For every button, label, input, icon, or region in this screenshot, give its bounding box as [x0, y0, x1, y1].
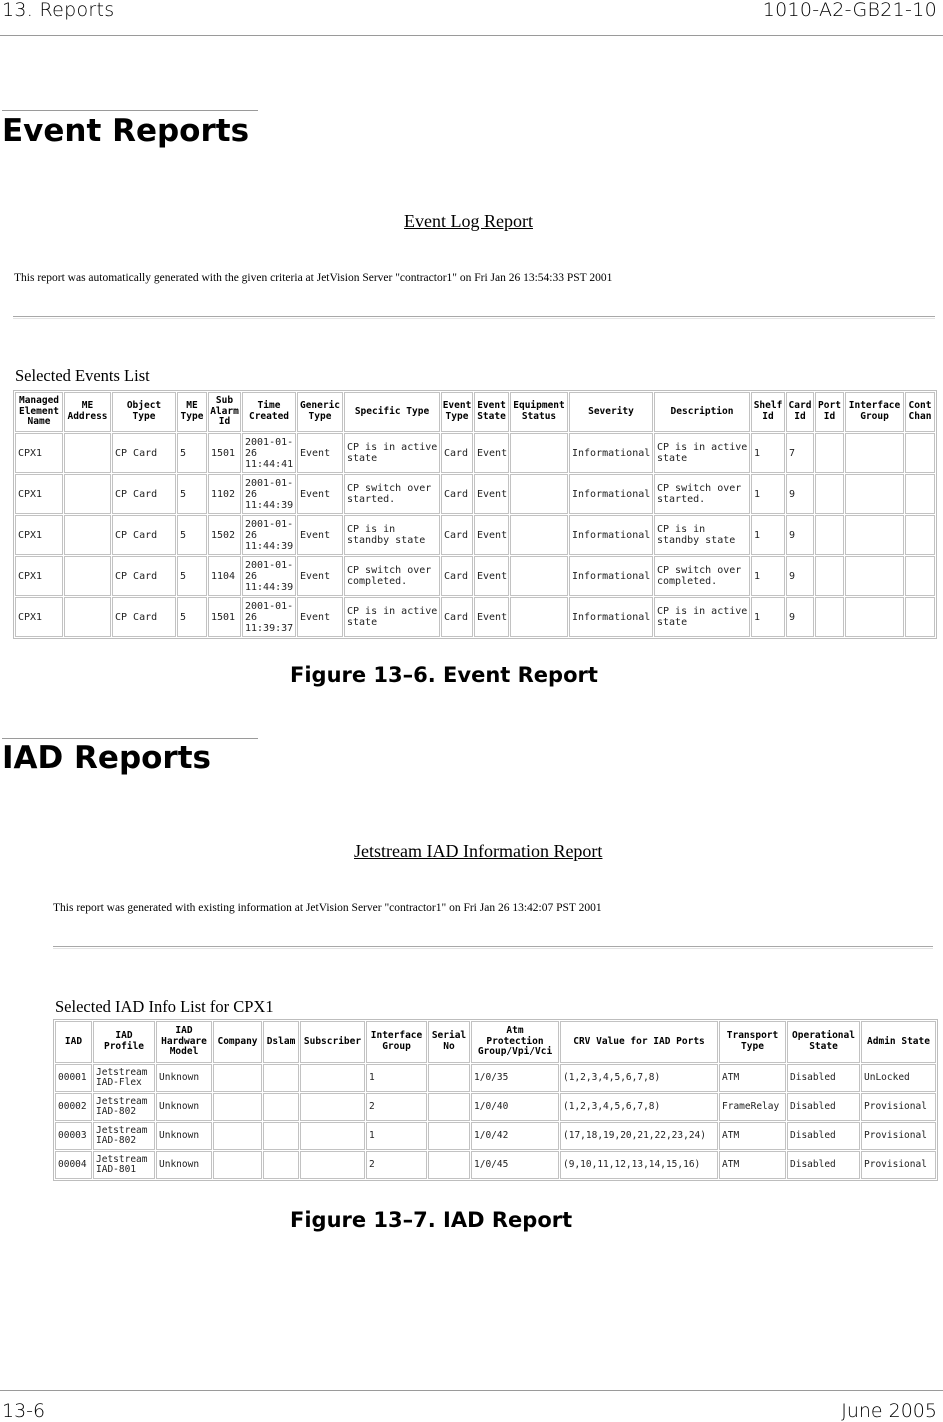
table-cell	[213, 1151, 262, 1179]
iad-report-note: This report was generated with existing information at JetVision Server "contractor1" on Fri Jan 26 13:42:07 PST 2001	[53, 902, 602, 914]
table-cell: Jetstream IAD-802	[93, 1122, 155, 1150]
table-cell: 1	[366, 1064, 427, 1092]
column-header: Severity	[569, 392, 653, 432]
chapter-title: 13. Reports	[2, 0, 115, 21]
table-cell: 1104	[208, 556, 241, 596]
table-cell: CP switch over completed.	[654, 556, 750, 596]
table-cell: 1501	[208, 433, 241, 473]
table-cell	[905, 597, 935, 637]
table-cell	[263, 1122, 299, 1150]
table-cell	[213, 1093, 262, 1121]
table-cell: (1,2,3,4,5,6,7,8)	[560, 1064, 718, 1092]
table-row	[15, 515, 935, 555]
table-cell	[510, 474, 568, 514]
table-cell: Jetstream IAD-Flex	[93, 1064, 155, 1092]
table-cell: Event	[297, 597, 343, 637]
table-cell	[64, 556, 111, 596]
table-cell: CP is in standby state	[654, 515, 750, 555]
table-cell: 2001-01- 26 11:44:39	[242, 474, 296, 514]
table-cell: Unknown	[156, 1064, 212, 1092]
event-section-title: Event Reports	[2, 113, 250, 149]
table-cell	[263, 1151, 299, 1179]
table-cell: 1	[751, 597, 785, 637]
table-cell	[428, 1064, 470, 1092]
event-list-title: Selected Events List	[15, 366, 150, 385]
table-cell: CP Card	[112, 597, 176, 637]
column-header: Transport Type	[719, 1021, 786, 1063]
column-header: Event State	[474, 392, 509, 432]
table-cell: CP Card	[112, 433, 176, 473]
table-cell: Card	[441, 556, 473, 596]
table-cell: 2001-01- 26 11:44:39	[242, 515, 296, 555]
table-cell: CPX1	[15, 515, 63, 555]
table-row	[55, 1151, 936, 1179]
table-cell: Informational	[569, 556, 653, 596]
column-header: Card Id	[786, 392, 814, 432]
table-cell: CP is in active state	[654, 433, 750, 473]
column-header: Time Created	[242, 392, 296, 432]
table-cell: CP is in active state	[344, 597, 440, 637]
table-cell: CP Card	[112, 556, 176, 596]
table-cell	[213, 1064, 262, 1092]
table-cell: 1102	[208, 474, 241, 514]
column-header: Cont Chan	[905, 392, 935, 432]
column-header: Event Type	[441, 392, 473, 432]
table-cell: Unknown	[156, 1122, 212, 1150]
table-cell: Unknown	[156, 1151, 212, 1179]
table-cell	[510, 515, 568, 555]
table-cell: Card	[441, 597, 473, 637]
table-cell: CP switch over started.	[654, 474, 750, 514]
table-cell: Disabled	[787, 1151, 860, 1179]
table-cell	[845, 556, 904, 596]
table-cell	[510, 597, 568, 637]
table-cell: CP Card	[112, 515, 176, 555]
column-header: Managed Element Name	[15, 392, 63, 432]
table-cell: Unknown	[156, 1093, 212, 1121]
table-row	[55, 1093, 936, 1121]
column-header: Description	[654, 392, 750, 432]
table-cell: Informational	[569, 433, 653, 473]
iad-report-divider	[53, 946, 933, 949]
table-cell	[905, 515, 935, 555]
page-number: 13-6	[2, 1400, 46, 1422]
table-cell: ATM	[719, 1064, 786, 1092]
table-cell: Informational	[569, 474, 653, 514]
event-report-title: Event Log Report	[404, 211, 533, 231]
table-cell: 00001	[55, 1064, 92, 1092]
table-cell	[510, 556, 568, 596]
event-figure-caption: Figure 13–6. Event Report	[290, 663, 598, 687]
table-cell: Disabled	[787, 1064, 860, 1092]
table-row	[15, 597, 935, 637]
table-cell: 1/0/40	[471, 1093, 559, 1121]
table-cell: CPX1	[15, 474, 63, 514]
table-cell	[428, 1093, 470, 1121]
event-table	[13, 390, 937, 639]
table-cell: Card	[441, 474, 473, 514]
table-cell: CP switch over completed.	[344, 556, 440, 596]
column-header: Object Type	[112, 392, 176, 432]
table-cell: 1501	[208, 597, 241, 637]
table-cell: Event	[297, 515, 343, 555]
table-cell: Event	[297, 433, 343, 473]
table-cell	[263, 1093, 299, 1121]
table-cell	[300, 1093, 365, 1121]
section-rule	[2, 738, 258, 739]
table-cell	[905, 474, 935, 514]
table-cell	[815, 597, 844, 637]
table-cell: FrameRelay	[719, 1093, 786, 1121]
table-cell: Provisional	[861, 1122, 936, 1150]
table-cell: Event	[474, 433, 509, 473]
table-cell: 00002	[55, 1093, 92, 1121]
table-row	[15, 556, 935, 596]
table-cell	[905, 556, 935, 596]
table-row	[55, 1122, 936, 1150]
table-cell	[300, 1122, 365, 1150]
table-cell: 1	[366, 1122, 427, 1150]
table-cell: (17,18,19,20,21,22,23,24)	[560, 1122, 718, 1150]
table-cell: Event	[297, 556, 343, 596]
table-cell: CP is in active state	[654, 597, 750, 637]
column-header: Atm Protection Group/Vpi/Vci	[471, 1021, 559, 1063]
table-cell: 2001-01- 26 11:39:37	[242, 597, 296, 637]
table-cell	[263, 1064, 299, 1092]
table-cell: 2	[366, 1093, 427, 1121]
section-rule	[2, 110, 258, 111]
table-cell: 5	[177, 597, 207, 637]
table-cell: Event	[474, 515, 509, 555]
table-cell: 1	[751, 433, 785, 473]
table-cell: CP Card	[112, 474, 176, 514]
table-cell: Jetstream IAD-802	[93, 1093, 155, 1121]
table-cell: (1,2,3,4,5,6,7,8)	[560, 1093, 718, 1121]
table-cell: 1/0/45	[471, 1151, 559, 1179]
table-cell: 2001-01- 26 11:44:39	[242, 556, 296, 596]
table-cell	[213, 1122, 262, 1150]
table-cell: Jetstream IAD-801	[93, 1151, 155, 1179]
table-cell: CP is in standby state	[344, 515, 440, 555]
table-cell: Informational	[569, 597, 653, 637]
column-header: Subscriber	[300, 1021, 365, 1063]
iad-section-title: IAD Reports	[2, 740, 211, 776]
column-header: Shelf Id	[751, 392, 785, 432]
table-cell	[815, 515, 844, 555]
table-cell: CPX1	[15, 597, 63, 637]
table-cell: Provisional	[861, 1151, 936, 1179]
table-cell	[64, 597, 111, 637]
column-header: Interface Group	[366, 1021, 427, 1063]
page-footer	[0, 1390, 943, 1422]
table-cell: Provisional	[861, 1093, 936, 1121]
column-header: Sub Alarm Id	[208, 392, 241, 432]
table-cell	[815, 433, 844, 473]
table-cell: 1	[751, 556, 785, 596]
table-cell: Card	[441, 515, 473, 555]
table-cell: Event	[474, 556, 509, 596]
table-cell: Card	[441, 433, 473, 473]
table-cell: Disabled	[787, 1122, 860, 1150]
table-cell	[845, 515, 904, 555]
table-cell: ATM	[719, 1122, 786, 1150]
table-cell: 5	[177, 474, 207, 514]
column-header: IAD Hardware Model	[156, 1021, 212, 1063]
column-header: Interface Group	[845, 392, 904, 432]
column-header: CRV Value for IAD Ports	[560, 1021, 718, 1063]
table-cell: 00004	[55, 1151, 92, 1179]
table-cell: (9,10,11,12,13,14,15,16)	[560, 1151, 718, 1179]
table-cell	[64, 515, 111, 555]
table-row	[15, 474, 935, 514]
table-cell: 5	[177, 515, 207, 555]
table-cell	[815, 474, 844, 514]
iad-report-title: Jetstream IAD Information Report	[354, 841, 603, 861]
table-cell: 7	[786, 433, 814, 473]
table-cell	[845, 597, 904, 637]
column-header: Specific Type	[344, 392, 440, 432]
column-header: Company	[213, 1021, 262, 1063]
table-cell	[428, 1122, 470, 1150]
column-header: Generic Type	[297, 392, 343, 432]
column-header: Equipment Status	[510, 392, 568, 432]
table-cell: 2001-01- 26 11:44:41	[242, 433, 296, 473]
table-cell: 1	[751, 474, 785, 514]
table-row	[55, 1064, 936, 1092]
table-cell	[300, 1064, 365, 1092]
table-cell: 9	[786, 515, 814, 555]
column-header: Dslam	[263, 1021, 299, 1063]
table-cell: Informational	[569, 515, 653, 555]
column-header: ME Address	[64, 392, 111, 432]
table-cell	[300, 1151, 365, 1179]
table-cell: UnLocked	[861, 1064, 936, 1092]
table-cell: 2	[366, 1151, 427, 1179]
table-cell: 9	[786, 556, 814, 596]
table-cell	[845, 474, 904, 514]
column-header: IAD Profile	[93, 1021, 155, 1063]
iad-list-title: Selected IAD Info List for CPX1	[55, 997, 274, 1016]
column-header: Port Id	[815, 392, 844, 432]
table-cell	[510, 433, 568, 473]
table-cell	[815, 556, 844, 596]
table-cell	[428, 1151, 470, 1179]
column-header: Admin State	[861, 1021, 936, 1063]
table-cell	[64, 474, 111, 514]
event-report-note: This report was automatically generated with the given criteria at JetVision Server "contractor1" on Fri Jan 26 13:54:33 PST 2001	[14, 272, 613, 284]
table-cell	[64, 433, 111, 473]
table-cell: 1/0/42	[471, 1122, 559, 1150]
running-header	[0, 0, 943, 36]
table-cell: CPX1	[15, 433, 63, 473]
iad-table	[53, 1019, 938, 1181]
column-header: IAD	[55, 1021, 92, 1063]
column-header: Serial No	[428, 1021, 470, 1063]
table-cell	[905, 433, 935, 473]
table-cell: 1/0/35	[471, 1064, 559, 1092]
table-cell: Event	[474, 597, 509, 637]
table-cell: 00003	[55, 1122, 92, 1150]
table-cell: 5	[177, 433, 207, 473]
publication-date: June 2005	[841, 1400, 937, 1422]
table-cell: ATM	[719, 1151, 786, 1179]
table-cell: CP is in active state	[344, 433, 440, 473]
document-number: 1010-A2-GB21-10	[762, 0, 937, 21]
table-cell: Event	[474, 474, 509, 514]
table-cell	[845, 433, 904, 473]
iad-figure-caption: Figure 13–7. IAD Report	[290, 1208, 573, 1232]
table-cell: CPX1	[15, 556, 63, 596]
event-report-divider	[13, 316, 935, 319]
table-row	[15, 433, 935, 473]
table-cell: 9	[786, 474, 814, 514]
table-cell: Event	[297, 474, 343, 514]
table-cell: CP switch over started.	[344, 474, 440, 514]
table-cell: 1502	[208, 515, 241, 555]
table-cell: 9	[786, 597, 814, 637]
column-header: Operational State	[787, 1021, 860, 1063]
column-header: ME Type	[177, 392, 207, 432]
table-cell: 1	[751, 515, 785, 555]
table-cell: 5	[177, 556, 207, 596]
table-cell: Disabled	[787, 1093, 860, 1121]
